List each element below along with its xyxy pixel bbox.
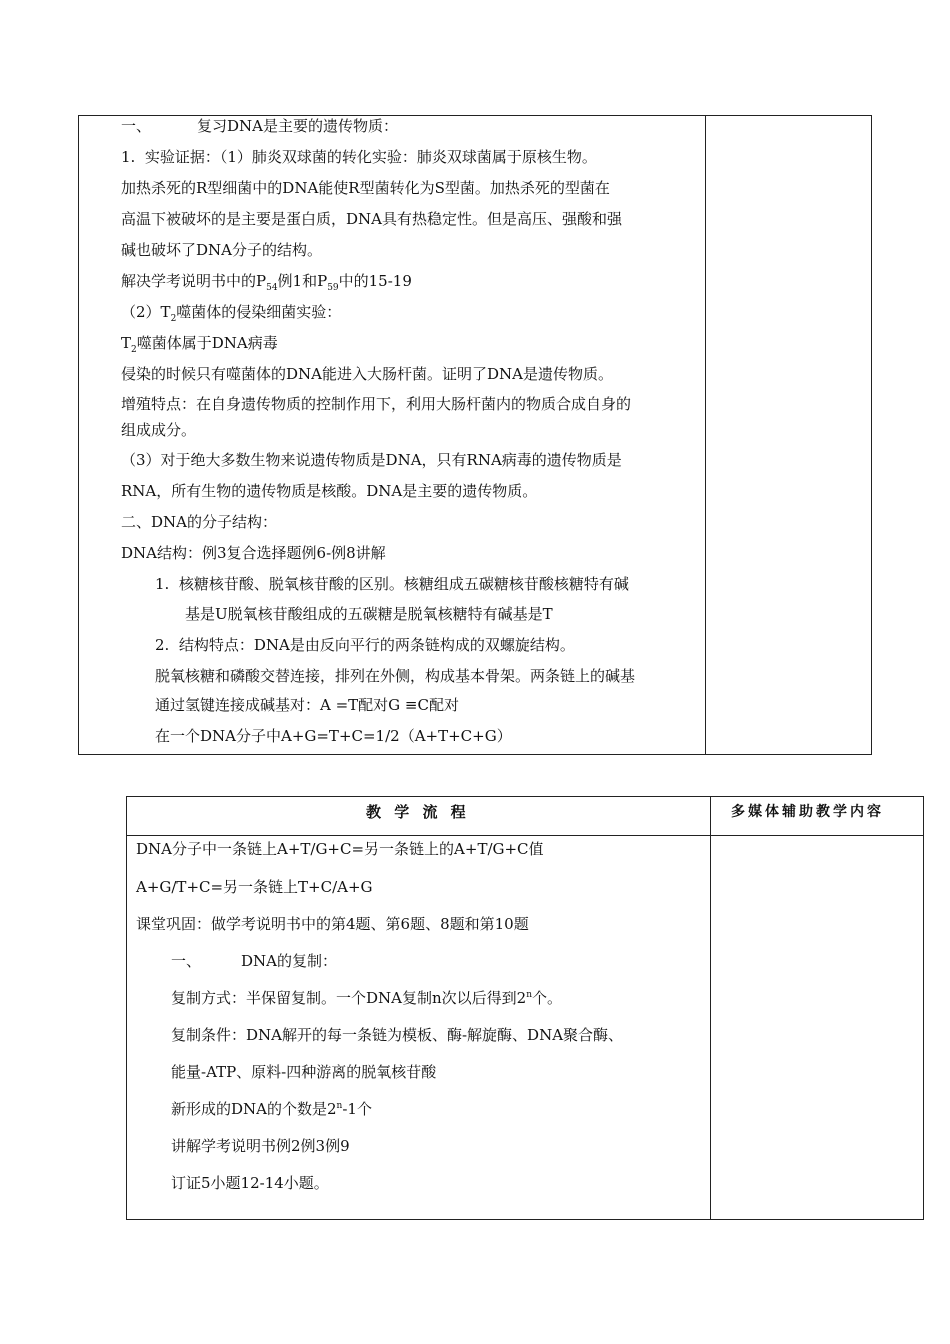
text-line: $T_2$噬菌体属于DNA病毒 — [121, 334, 278, 355]
text-line: DNA分子中一条链上A+T/G+C=另一条链上的A+T/G+C值 — [136, 840, 544, 858]
text-line: 脱氧核糖和磷酸交替连接，排列在外侧，构成基本骨架。两条链上的碱基 — [155, 667, 636, 685]
table-2 — [126, 796, 924, 1220]
section-heading: 一、 DNA的复制： — [171, 952, 337, 970]
text-line: 侵染的时候只有噬菌体的DNA能进入大肠杆菌。证明了DNA是遗传物质。 — [121, 365, 613, 383]
text-line: 能量-ATP、原料-四种游离的脱氧核苷酸 — [171, 1063, 437, 1081]
text-line: 课堂巩固：做学考说明书中的第4题、第6题、8题和第10题 — [136, 915, 529, 933]
text-line: 复制条件：DNA解开的每一条链为模板、酶-解旋酶、DNA聚合酶、 — [171, 1026, 624, 1044]
section-heading: 一、 复习DNA是主要的遗传物质： — [121, 117, 399, 135]
text-line: 解决学考说明书中的$P_{54}$例1和$P_{59}$中的15-19 — [121, 272, 412, 293]
text-line: DNA结构：例3复合选择题例6-例8讲解 — [121, 544, 386, 562]
text-line: 订证5小题12-14小题。 — [171, 1174, 329, 1192]
section-heading: 二、DNA的分子结构： — [121, 513, 277, 531]
header-multimedia: 多媒体辅助教学内容 — [731, 804, 884, 820]
text-line: 复制方式：半保留复制。一个DNA复制n次以后得到2$^n$个。 — [171, 989, 563, 1007]
text-line: A+G/T+C=另一条链上T+C/A+G — [136, 878, 373, 896]
text-line: 新形成的DNA的个数是2$^n$-1个 — [171, 1100, 372, 1118]
column-divider — [710, 797, 711, 1219]
text-line: （3）对于绝大多数生物来说遗传物质是DNA，只有RNA病毒的遗传物质是 — [121, 451, 622, 469]
text-line: 增殖特点：在自身遗传物质的控制作用下，利用大肠杆菌内的物质合成自身的 — [121, 395, 632, 413]
text-line: 高温下被破坏的是主要是蛋白质，DNA具有热稳定性。但是高压、强酸和强 — [121, 210, 622, 228]
text-line: 讲解学考说明书例2例3例9 — [171, 1137, 350, 1155]
text-line: 加热杀死的R型细菌中的DNA能使R型菌转化为S型菌。加热杀死的型菌在 — [121, 179, 610, 197]
text-line: 基是U脱氧核苷酸组成的五碳糖是脱氧核糖特有碱基是T — [185, 605, 553, 623]
header-divider — [127, 835, 923, 836]
text-line: 1. 实验证据：（1）肺炎双球菌的转化实验：肺炎双球菌属于原核生物。 — [121, 148, 597, 166]
text-line: 组成成分。 — [121, 421, 197, 439]
text-line: $(2)T_2$噬菌体的侵染细菌实验： — [121, 303, 342, 324]
column-divider — [705, 116, 706, 754]
list-item: 1. 核糖核苷酸、脱氧核苷酸的区别。核糖组成五碳糖核苷酸核糖特有碱 — [155, 575, 629, 593]
text-line: 在一个DNA分子中A+G=T+C=1/2（A+T+C+G） — [155, 727, 512, 745]
list-item: 2. 结构特点：DNA是由反向平行的两条链构成的双螺旋结构。 — [155, 636, 575, 654]
text-line: 通过氢键连接成碱基对：A =T配对G ≡C配对 — [155, 696, 459, 714]
text-line: RNA，所有生物的遗传物质是核酸。DNA是主要的遗传物质。 — [121, 482, 538, 500]
text-line: 碱也破坏了DNA分子的结构。 — [121, 241, 322, 259]
header-teaching-flow: 教 学 流 程 — [366, 803, 470, 821]
table-1 — [78, 115, 872, 755]
